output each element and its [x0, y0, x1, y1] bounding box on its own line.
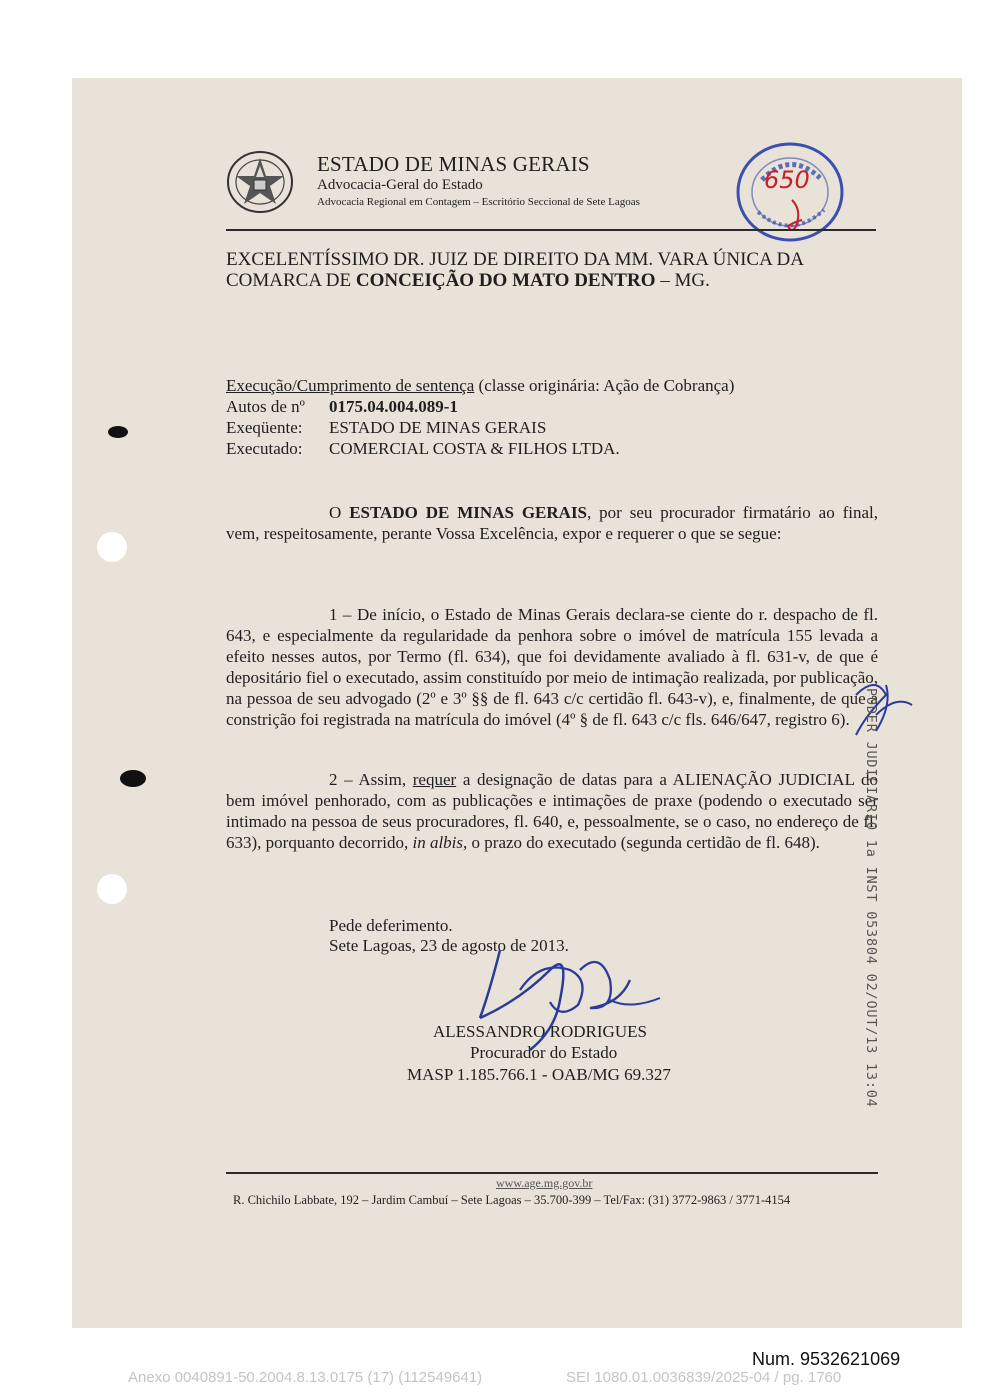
sei-reference: SEI 1080.01.0036839/2025-04 / pg. 1760	[566, 1369, 842, 1386]
letterhead-title: ESTADO DE MINAS GERAIS	[317, 152, 590, 176]
executado-label: Executado:	[226, 439, 303, 458]
header-divider	[226, 229, 876, 231]
autos-value: 0175.04.004.089-1	[329, 397, 458, 416]
case-type: Execução/Cumprimento de sentença (classe originária: Ação de Cobrança)	[226, 376, 735, 395]
document-number: Num. 9532621069	[752, 1349, 901, 1369]
letterhead-office: Advocacia Regional em Contagem – Escritório Seccional de Sete Lagoas	[317, 196, 640, 208]
signer-name: ALESSANDRO RODRIGUES	[433, 1022, 647, 1041]
item-1-paragraph: 1 – De início, o Estado de Minas Gerais declara-se ciente do r. despacho de fl. 643, e especialmente da regularidade da penhora sobre o imóvel de matrícula 155 levada a efeito nesses autos, por Termo (fl. 634), que foi devidamente avaliado à fl. 631-v, de que é depositário fiel o executado, assim constituído por meio de intimação realizada, por publicação, na pessoa de seu advogado (2º e 3º §§ de fl. 643 c/c certidão fl. 643-v), e, finalmente, de que a constrição foi registrada na matrícula do imóvel (4º § de fl. 643 c/c fls. 646/647, registro 6).	[226, 605, 878, 729]
footer-address: R. Chichilo Labbate, 192 – Jardim Cambuí – Sete Lagoas – 35.700-399 – Tel/Fax: (31) 3772-9863 / 3771-4154	[233, 1193, 791, 1207]
annex-reference: Anexo 0040891-50.2004.8.13.0175 (17) (112549641)	[128, 1369, 483, 1386]
closing-request: Pede deferimento.	[329, 916, 453, 935]
punch-hole-top	[97, 532, 127, 562]
ink-blot	[120, 770, 146, 787]
state-coat-of-arms-icon	[226, 148, 294, 214]
closing-place-date: Sete Lagoas, 23 de agosto de 2013.	[329, 936, 569, 955]
addressee-line1: EXCELENTÍSSIMO DR. JUIZ DE DIREITO DA MM. VARA ÚNICA DA	[226, 249, 804, 270]
autos-label: Autos de nº	[226, 397, 305, 416]
item-2-paragraph: 2 – Assim, requer a designação de datas para a ALIENAÇÃO JUDICIAL do bem imóvel penhorado, com as publicações e intimações de praxe (podendo o executado ser intimado na pessoa de seus procuradores, fl. 640, e, pessoalmente, se o caso, no endereço de fl. 633), porquanto decorrido, in albis, o prazo do executado (segunda certidão de fl. 648).	[226, 770, 878, 852]
punch-hole-bottom	[97, 874, 127, 904]
footer-website-link[interactable]: www.age.mg.gov.br	[496, 1176, 593, 1190]
executado-value: COMERCIAL COSTA & FILHOS LTDA.	[329, 439, 620, 458]
letterhead-subtitle: Advocacia-Geral do Estado	[317, 177, 483, 193]
signer-role: Procurador do Estado	[470, 1043, 618, 1062]
addressee-line2: COMARCA DE CONCEIÇÃO DO MATO DENTRO – MG.	[226, 270, 710, 291]
signer-id: MASP 1.185.766.1 - OAB/MG 69.327	[407, 1065, 671, 1084]
ink-blot	[108, 426, 128, 438]
handwritten-signature-icon	[460, 930, 670, 1060]
exequente-label: Exeqüente:	[226, 418, 303, 437]
footer-divider	[226, 1172, 878, 1174]
exequente-value: ESTADO DE MINAS GERAIS	[329, 418, 547, 437]
intro-paragraph: O ESTADO DE MINAS GERAIS, por seu procurador firmatário ao final, vem, respeitosamente, perante Vossa Excelência, expor e requerer o que se segue:	[226, 503, 878, 543]
receipt-stamp: PODER JUDICIARIO 1a INST 053804 02/OUT/13 13:04	[863, 688, 879, 1108]
stamp-handwritten-number: 650	[764, 166, 810, 194]
